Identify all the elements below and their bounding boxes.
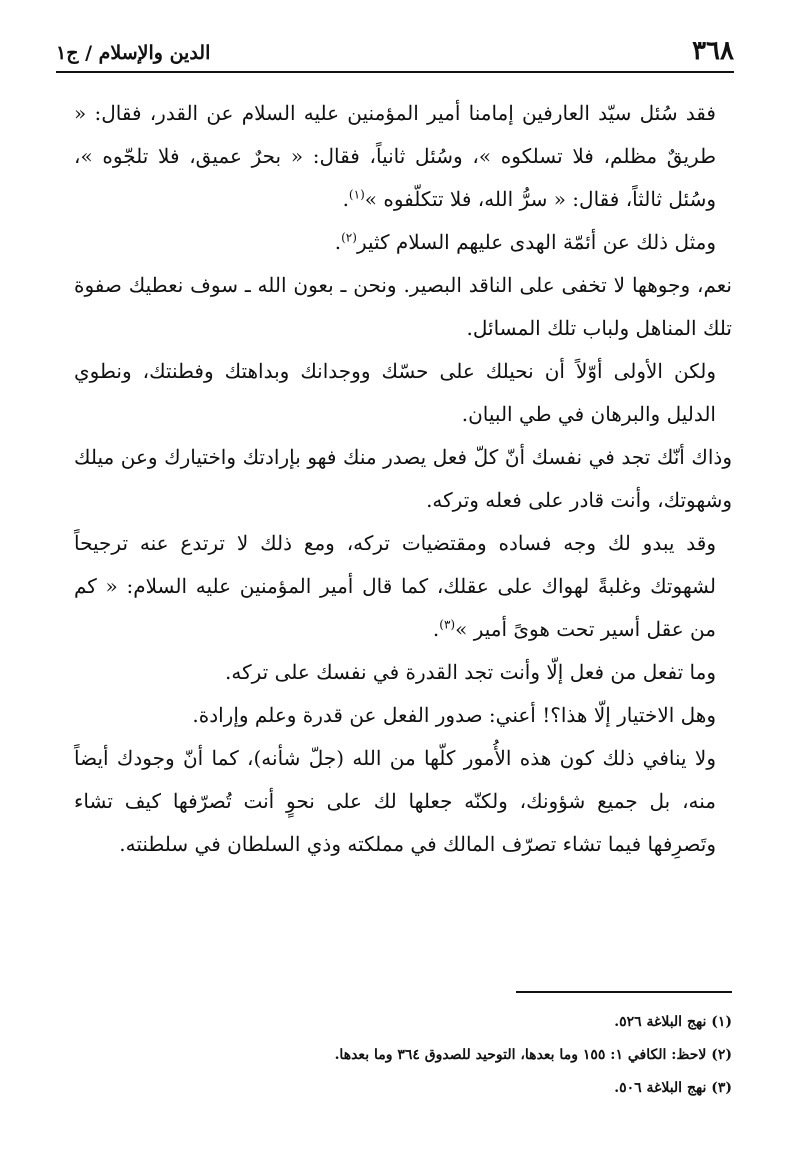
paragraph-5: وذاك أنّك تجد في نفسك أنّ كلّ فعل يصدر منك فهو بإرادتك واختيارك وعن ميلك وشهوتك، وأنت قادر على فعله وتركه. (74, 445, 732, 512)
page-header (56, 30, 734, 66)
paragraph-text: فقد سُئل سيّد العارفين إمامنا أمير المؤمنين عليه السلام عن القدر، فقال: « طريقٌ مظلم، فلا تسلكوه »، وسُئل ثانياً، فقال: « بحرٌ عميق، فلا تلجّوه »، وسُئل ثالثاً، فقال: « سرُّ الله، فلا تتكلّفوه » (74, 101, 716, 211)
paragraph-4: ولكن الأولى أوّلاً أن نحيلك على حسّك ووجدانك وبداهتك وفطنتك، ونطوي الدليل والبرهان في طي البيان. (74, 359, 716, 426)
paragraph-text: وقد يبدو لك وجه فساده ومقتضيات تركه، ومع ذلك لا ترتدع عنه ترجيحاً لشهوتك وغلبةً لهواك على عقلك، كما قال أمير المؤمنين عليه السلام: « كم من عقل أسير تحت هوىً أمير » (74, 531, 716, 641)
footnote-1: (١) نهج البلاغة ٥٢٦. (614, 1014, 732, 1030)
footnote-3: (٣) نهج البلاغة ٥٠٦. (614, 1080, 732, 1096)
paragraph-tail: . (432, 617, 440, 641)
footnotes (74, 1006, 732, 1105)
paragraph-2 (74, 221, 732, 264)
paragraph-1 (74, 92, 732, 221)
footnote-ref-1: (١) (348, 187, 365, 202)
footnote-rule (516, 991, 732, 993)
paragraph-9: ولا ينافي ذلك كون هذه الأُمور كلّها من الله (جلّ شأنه)، كما أنّ وجودك أيضاً منه، بل جميع شؤونك، ولكنّه جعلها لك على نحوٍ أنت تُصرّفها كيف تشاء وتَصرِفها فيما تشاء تصرّف المالك في مملكته وذي السلطان في سلطنته. (74, 746, 716, 856)
page-number: ٣٦٨ (692, 36, 734, 66)
footnote-ref-3: (٣) (439, 617, 456, 632)
running-title: الدين والإسلام / ج١ (56, 42, 211, 64)
paragraph-text: ومثل ذلك عن أئمّة الهدى عليهم السلام كثير (356, 230, 716, 254)
footnote-2: (٢) لاحظ: الكافي ١: ١٥٥ وما بعدها، التوحيد للصدوق ٣٦٤ وما بعدها. (334, 1047, 732, 1063)
paragraph-6 (74, 522, 732, 651)
paragraph-7: وما تفعل من فعل إلّا وأنت تجد القدرة في نفسك على تركه. (225, 660, 716, 684)
header-rule (56, 71, 734, 73)
body-text (74, 92, 732, 866)
paragraph-tail: . (342, 187, 349, 211)
paragraph-3: نعم، وجوهها لا تخفى على الناقد البصير. ونحن ـ بعون الله ـ سوف نعطيك صفوة تلك المناهل ولباب تلك المسائل. (74, 273, 732, 340)
footnote-ref-2: (٢) (341, 230, 357, 245)
paragraph-8: وهل الاختيار إلّا هذا؟! أعني: صدور الفعل عن قدرة وعلم وإرادة. (192, 703, 716, 727)
paragraph-tail: . (334, 230, 342, 254)
